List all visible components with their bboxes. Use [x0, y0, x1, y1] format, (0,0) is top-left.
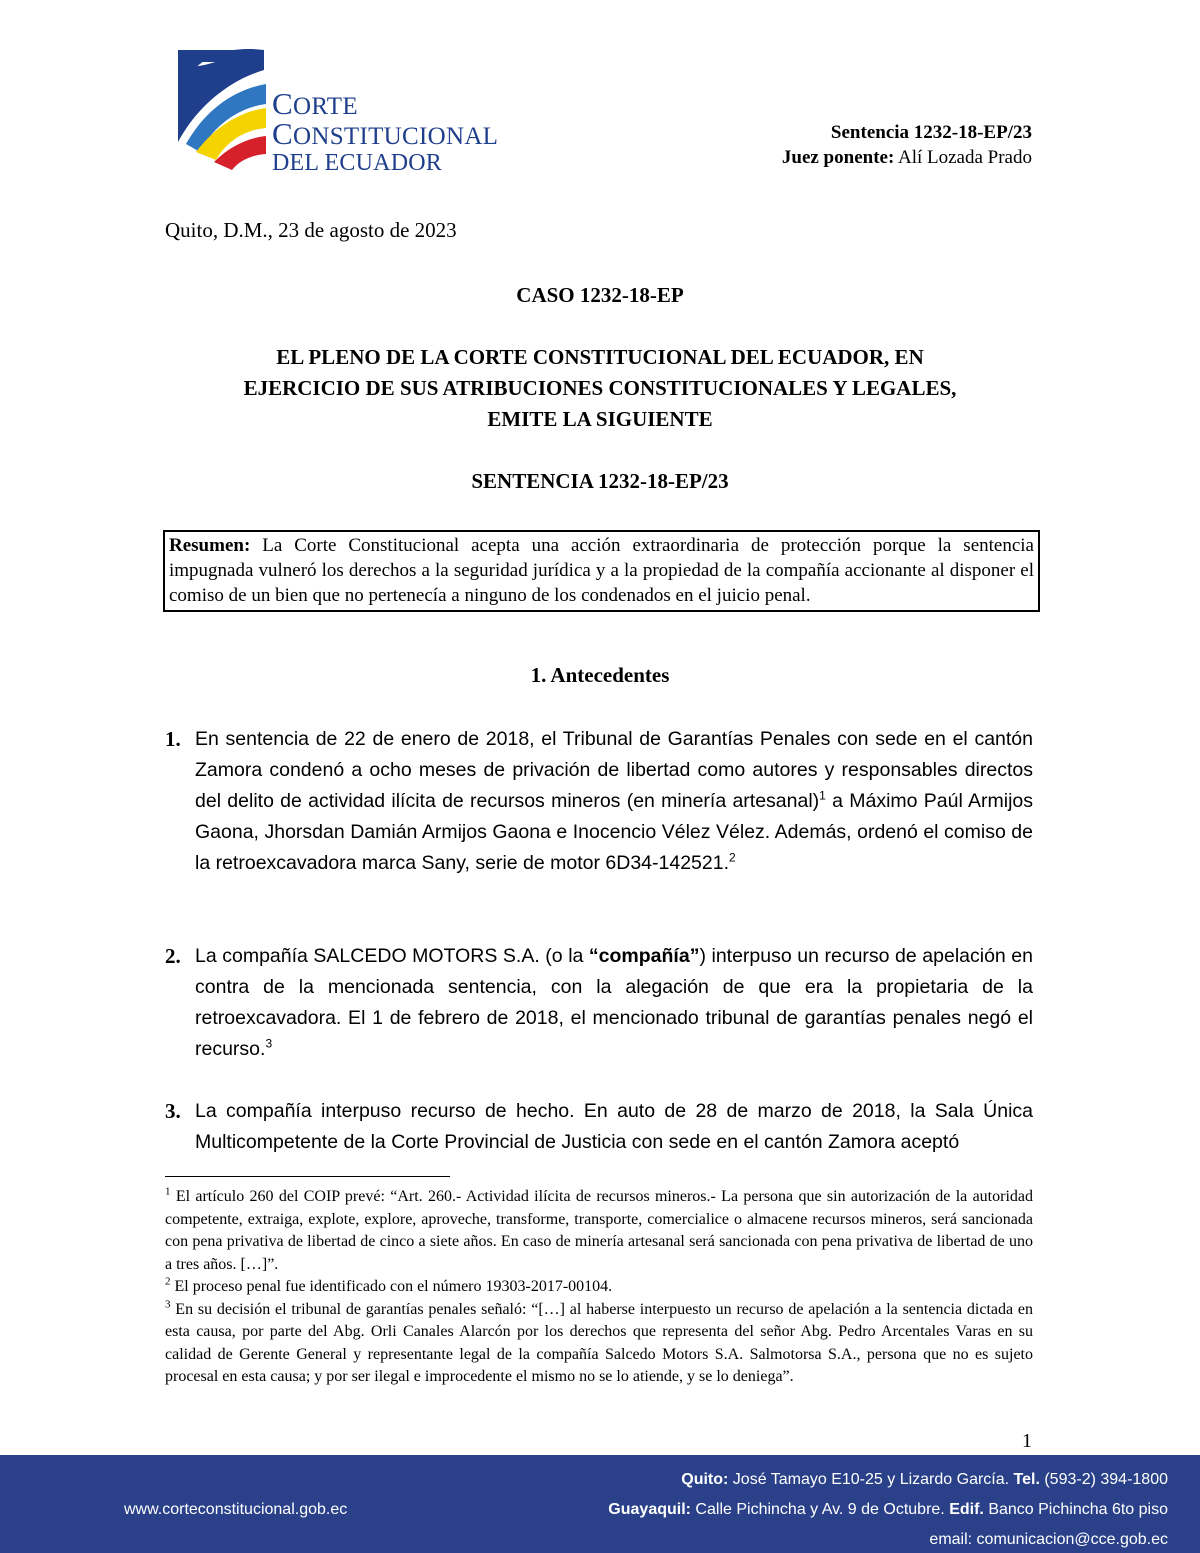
sentence-number: Sentencia 1232-18-EP/23: [830, 122, 1032, 143]
plenary-heading: EL PLENO DE LA CORTE CONSTITUCIONAL DEL ECUADOR, EN EJERCICIO DE SUS ATRIBUCIONES CONSTITUCIONALES Y LEGALES, EMITE LA SIGUIENTE: [243, 345, 957, 431]
page-footer: [0, 1455, 1200, 1553]
document-date: Quito, D.M., 23 de agosto de 2023: [165, 218, 457, 242]
footnote-ref[interactable]: 1: [819, 788, 826, 803]
guayaquil-address: Guayaquil: Calle Pichincha y Av. 9 de Octubre. Edif. Banco Pichincha 6to piso: [608, 1501, 1168, 1518]
footnote: $^2$ El proceso penal fue identificado con el número 19303-2017-00104.: [165, 1275, 613, 1295]
paragraph-1: 1. En sentencia de 22 de enero de 2018, el Tribunal de Garantías Penales con sede en el cantón Zamora condenó a ocho meses de privación de libertad como autores y responsables directos del delito de actividad ilícita de recursos mineros (en minería artesanal)$^1$ a Máximo Paúl Armijos Gaona, Jhorsdan Damián Armijos Gaona e Inocencio Vélez Vélez. Además, ordenó el comiso de la retroexcavadora marca Sany, serie de motor 6D34-142521.$^2$: [165, 727, 1034, 874]
footnote: $^3$ En su decisión el tribunal de garantías penales señaló: “[…] al haberse interpuesto un recurso de apelación a la sentencia dictada en esta causa, por parte del Abg. Orli Canales Alarcón por los derechos que representa del señor Abg. Pedro Arcentales Varas en su calidad de Gerente General y representante legal de la compañía Salcedo Motors S.A. Salmotorsa S.A., persona que no es sujeto procesal en esta causa; y por ser ilegal e improcedente el mismo no se lo atiende, y se lo deniega”.: [165, 1298, 1033, 1385]
footnote-divider: [165, 1176, 450, 1177]
court-emblem-icon: [174, 42, 269, 177]
quito-address: Quito: José Tamayo E10-25 y Lizardo García. Tel. (593-2) 394-1800: [681, 1471, 1168, 1488]
summary-label: Resumen:: [169, 535, 251, 556]
judge-line: Juez ponente: Alí Lozada Prado: [781, 147, 1032, 168]
paragraph-2: 2. La compañía SALCEDO MOTORS S.A. (o la “compañía”) interpuso un recurso de apelación en contra de la mencionada sentencia, con la alegación de que era la propietaria de la retroexcavadora. El 1 de febrero de 2018, el mencionado tribunal de garantías penales negó el recurso.$^3$: [165, 944, 1033, 1060]
court-logo: [174, 42, 504, 177]
footnotes: [165, 1186, 1033, 1389]
summary-text: La Corte Constitucional acepta una acción extraordinaria de protección porque la sentencia impugnada vulneró los derechos a la seguridad jurídica y a la propiedad de la compañía accionante al disponer el comiso de un bien que no pertenecía a ninguno de los condenados en el juicio penal.: [169, 535, 1034, 606]
court-name: CORTE CONSTITUCIONAL DEL ECUADOR: [272, 86, 499, 176]
case-title: CASO 1232-18-EP: [516, 283, 684, 307]
paragraph-3: 3. La compañía interpuso recurso de hecho. En auto de 28 de marzo de 2018, la Sala Única Multicompetente de la Corte Provincial de Justicia con sede en el cantón Zamora aceptó: [165, 1099, 1033, 1153]
footnote-ref[interactable]: 2: [729, 850, 736, 865]
page-number: 1: [1022, 1430, 1032, 1452]
footnote-ref[interactable]: 3: [265, 1036, 273, 1051]
case-header: [782, 120, 1032, 170]
section-heading: 1. Antecedentes: [530, 663, 670, 687]
website-link[interactable]: www.corteconstitucional.gob.ec: [124, 1501, 348, 1518]
summary-box: [163, 530, 1040, 612]
sentence-title: SENTENCIA 1232-18-EP/23: [471, 469, 729, 493]
footnote: $^1$ El artículo 260 del COIP prevé: “Art. 260.- Actividad ilícita de recursos mineros.- La persona que sin autorización de la autoridad competente, extraiga, explote, explore, aproveche, transforme, transporte, comercialice o almacene recursos mineros, será sancionada con pena privativa de libertad de cinco a siete años. En caso de minería artesanal será sancionada con pena privativa de libertad de uno a tres años. […]”.: [165, 1185, 1033, 1273]
email-link[interactable]: email: comunicacion@cce.gob.ec: [929, 1531, 1168, 1548]
